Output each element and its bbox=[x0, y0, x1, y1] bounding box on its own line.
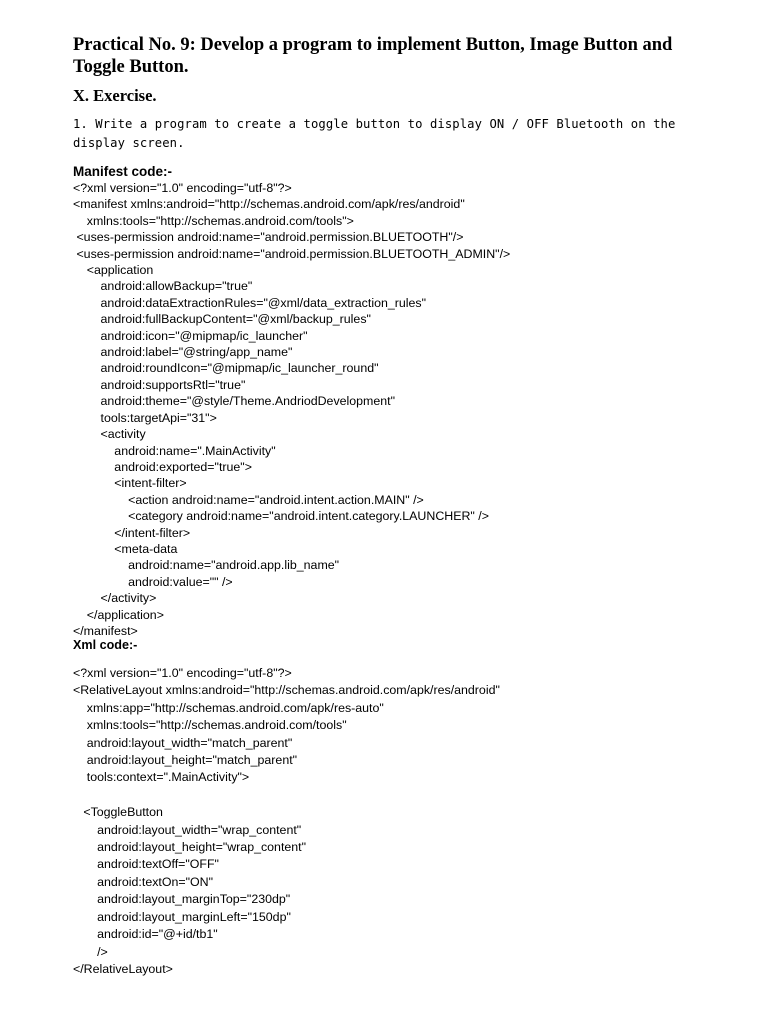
code-line: <RelativeLayout xmlns:android="http://schemas.android.com/apk/res/android" bbox=[73, 683, 500, 698]
code-line: <?xml version="1.0" encoding="utf-8"?> bbox=[73, 666, 292, 680]
code-line: android:icon="@mipmap/ic_launcher" bbox=[73, 328, 308, 343]
code-line: <?xml version="1.0" encoding="utf-8"?> bbox=[73, 181, 292, 195]
code-line: </intent-filter> bbox=[73, 525, 191, 540]
manifest-code-block bbox=[73, 180, 510, 639]
code-line: <manifest xmlns:android="http://schemas.android.com/apk/res/android" bbox=[73, 197, 465, 212]
code-line: </application> bbox=[73, 607, 164, 622]
code-line: android:dataExtractionRules="@xml/data_extraction_rules" bbox=[73, 295, 427, 310]
code-line: android:value="" /> bbox=[73, 574, 233, 589]
code-line: android:layout_marginLeft="150dp" bbox=[73, 909, 291, 924]
code-line: <activity bbox=[73, 427, 146, 442]
code-line: android:layout_width="match_parent" bbox=[73, 735, 293, 750]
page-title: Practical No. 9: Develop a program to implement Button, Image Button and Toggle Button. bbox=[73, 35, 673, 77]
code-line: </manifest> bbox=[73, 623, 138, 638]
code-line: </activity> bbox=[73, 591, 157, 606]
xml-code-label: Xml code:- bbox=[73, 638, 138, 652]
code-line: android:fullBackupContent="@xml/backup_rules" bbox=[73, 312, 371, 327]
code-line: <action android:name="android.intent.action.MAIN" /> bbox=[73, 492, 424, 507]
code-line: <intent-filter> bbox=[73, 476, 187, 491]
code-line: android:theme="@style/Theme.AndriodDevelopment" bbox=[73, 394, 396, 409]
manifest-code-label: Manifest code:- bbox=[73, 164, 173, 179]
code-line: xmlns:tools="http://schemas.android.com/tools"> bbox=[73, 213, 354, 228]
code-line: tools:context=".MainActivity"> bbox=[73, 770, 250, 785]
code-line: <uses-permission android:name="android.permission.BLUETOOTH_ADMIN"/> bbox=[73, 246, 511, 261]
code-line: <category android:name="android.intent.category.LAUNCHER" /> bbox=[73, 509, 489, 524]
code-line: android:name="android.app.lib_name" bbox=[73, 558, 340, 573]
xml-code-block bbox=[73, 665, 500, 978]
code-line: xmlns:app="http://schemas.android.com/apk/res-auto" bbox=[73, 700, 384, 715]
code-line: android:name=".MainActivity" bbox=[73, 443, 276, 458]
code-line: <ToggleButton bbox=[73, 805, 163, 820]
code-line bbox=[73, 787, 500, 804]
code-line: android:id="@+id/tb1" bbox=[73, 927, 218, 942]
code-line: android:layout_width="wrap_content" bbox=[73, 822, 302, 837]
code-line: /> bbox=[73, 944, 108, 959]
code-line: android:label="@string/app_name" bbox=[73, 345, 293, 360]
code-line: android:layout_marginTop="230dp" bbox=[73, 892, 291, 907]
code-line: <meta-data bbox=[73, 541, 178, 556]
section-heading: X. Exercise. bbox=[73, 86, 157, 105]
code-line: xmlns:tools="http://schemas.android.com/tools" bbox=[73, 718, 347, 733]
code-line: android:roundIcon="@mipmap/ic_launcher_round" bbox=[73, 361, 379, 376]
code-line: android:layout_height="wrap_content" bbox=[73, 840, 307, 855]
code-line: android:exported="true"> bbox=[73, 459, 252, 474]
code-line: tools:targetApi="31"> bbox=[73, 410, 217, 425]
exercise-question: 1. Write a program to create a toggle button to display ON / OFF Bluetooth on the display screen. bbox=[73, 117, 676, 150]
code-line: android:textOff="OFF" bbox=[73, 857, 219, 872]
code-line: android:textOn="ON" bbox=[73, 874, 213, 889]
code-line: android:allowBackup="true" bbox=[73, 279, 253, 294]
code-line: <application bbox=[73, 263, 154, 278]
code-line: </RelativeLayout> bbox=[73, 961, 173, 976]
code-line: android:layout_height="match_parent" bbox=[73, 753, 298, 768]
code-line: <uses-permission android:name="android.permission.BLUETOOTH"/> bbox=[73, 230, 464, 245]
code-line: android:supportsRtl="true" bbox=[73, 377, 246, 392]
